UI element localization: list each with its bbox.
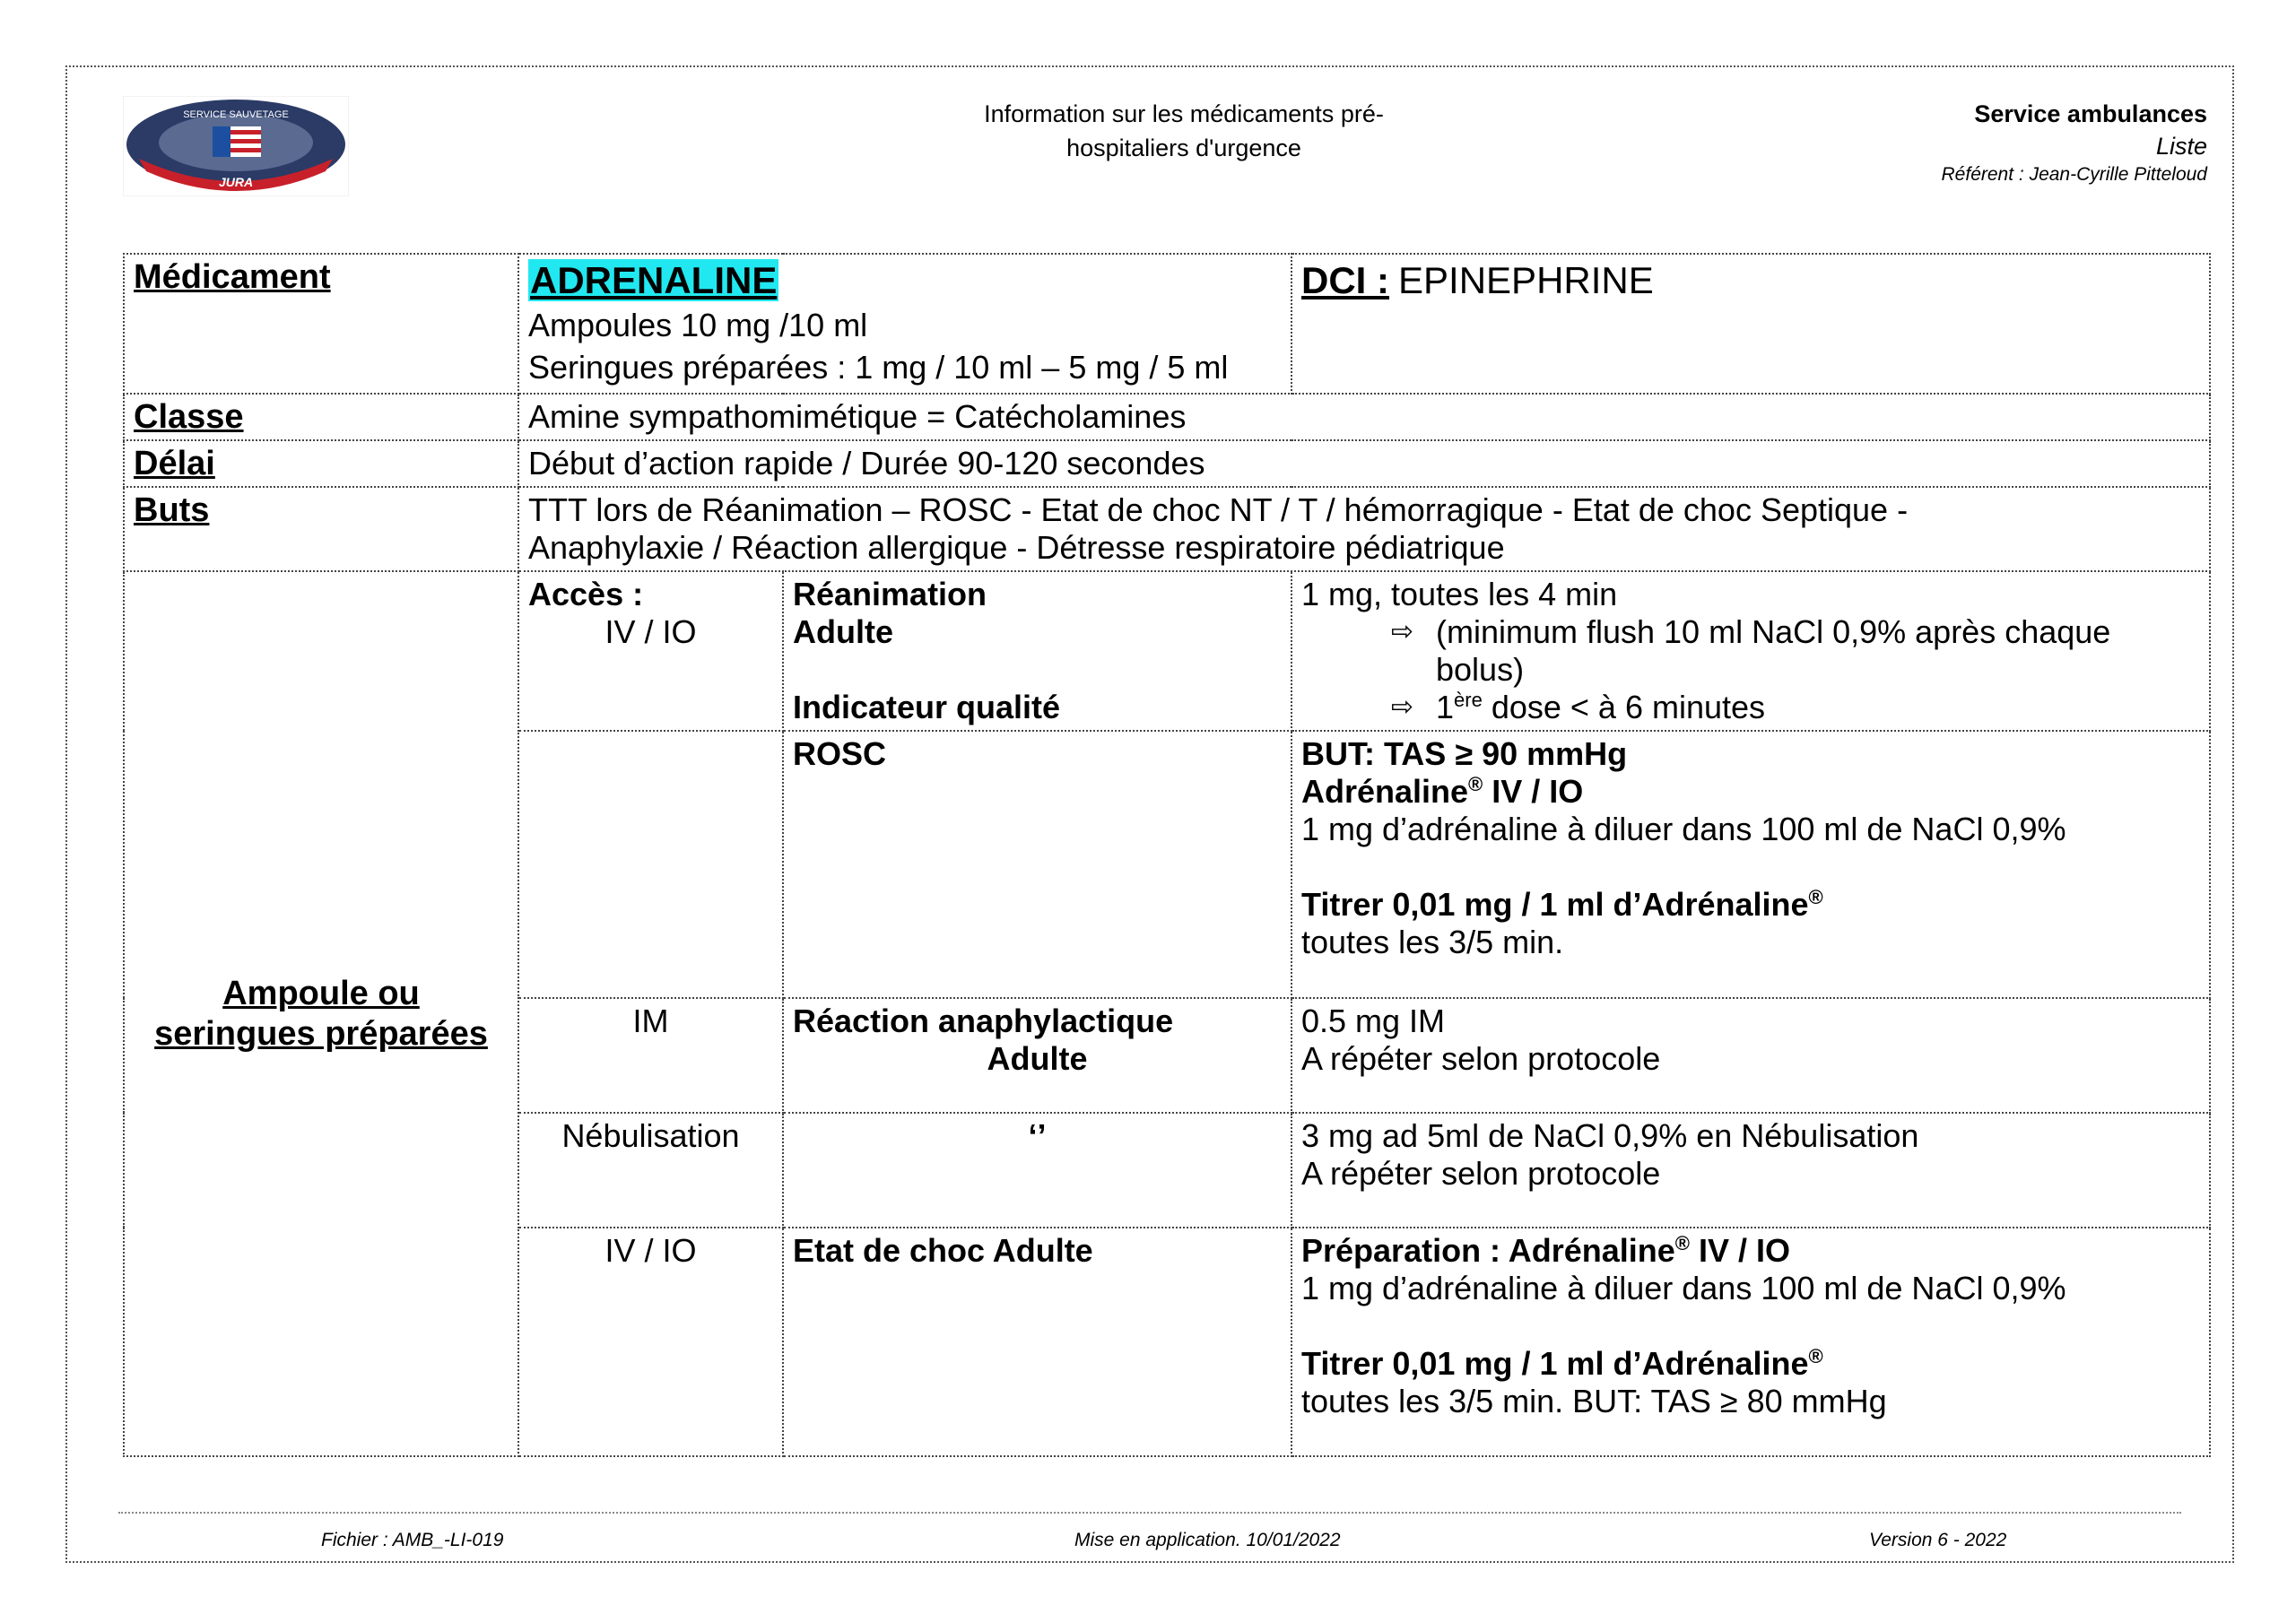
dose-line-4: Titrer 0,01 mg / 1 ml d’Adrénaline® — [1301, 886, 1823, 923]
classe-row — [124, 394, 2210, 440]
arrow-icon: ⇨ — [1391, 617, 1414, 647]
delai-value: Début d’action rapide / Durée 90-120 secondes — [518, 440, 2210, 487]
indication-cell — [783, 571, 1292, 731]
medicament-row — [124, 254, 2210, 394]
dose-line-5: toutes les 3/5 min. — [1301, 924, 1564, 960]
side-label-cell — [124, 571, 518, 1456]
dci-value: EPINEPHRINE — [1398, 259, 1654, 301]
buts-row — [124, 487, 2210, 571]
indication-line-1: ROSC — [793, 735, 887, 772]
dose-arrow-item-1 — [1301, 613, 2200, 689]
footer-version: Version 6 - 2022 — [1869, 1530, 2007, 1550]
header-right — [1579, 97, 2207, 188]
drug-form-seringues: Seringues préparées : 1 mg / 10 ml – 5 mg / 5 ml — [528, 349, 1229, 386]
indication-cell — [783, 998, 1292, 1113]
dose-cell — [1292, 998, 2210, 1113]
access-cell: Nébulisation — [518, 1113, 783, 1228]
dose-line-4: dose < à 6 minutes — [1482, 689, 1766, 725]
drug-cell — [518, 254, 1292, 394]
indication-line-2: Adulte — [987, 1040, 1088, 1077]
access-cell: IM — [518, 998, 783, 1113]
access-title: Accès : — [528, 576, 644, 612]
indication-cell: Etat de choc Adulte — [783, 1228, 1292, 1456]
classe-value: Amine sympathomimétique = Catécholamines — [518, 394, 2210, 440]
dose-line-2: 1 mg d’adrénaline à diluer dans 100 ml de NaCl 0,9% — [1301, 1270, 2066, 1306]
drug-form-ampoules: Ampoules 10 mg /10 ml — [528, 307, 868, 343]
sauvetage-jura-logo — [123, 96, 349, 196]
dose-line-4: toutes les 3/5 min. BUT: TAS ≥ 80 mmHg — [1301, 1383, 1887, 1419]
access-cell: IV / IO — [518, 1228, 783, 1456]
indication-quality: Indicateur qualité — [793, 689, 1061, 725]
access-cell — [518, 731, 783, 998]
buts-value — [518, 487, 2210, 571]
indication-line-1: Réanimation — [793, 576, 987, 612]
access-route: IV / IO — [604, 613, 697, 650]
drug-name: ADRENALINE — [530, 259, 778, 301]
dose-line-2: A répéter selon protocole — [1301, 1040, 1661, 1077]
dose-line-2: A répéter selon protocole — [1301, 1155, 1661, 1192]
dose-arrow-item-2: ⇨ 1ère dose < à 6 minutes — [1391, 689, 1766, 725]
dose-line-2: Adrénaline® IV / IO — [1301, 773, 1584, 810]
dose-cell — [1292, 731, 2210, 998]
dose-cell — [1292, 571, 2210, 731]
dosage-row-reanimation — [124, 571, 2210, 731]
logo-bottom-text: JURA — [218, 175, 254, 189]
document-type: Liste — [2155, 133, 2207, 160]
dci-label: DCI : — [1301, 259, 1389, 301]
indication-line-2: Adulte — [793, 613, 893, 650]
medicament-label-cell — [124, 254, 518, 394]
dose-line-3: Titrer 0,01 mg / 1 ml d’Adrénaline® — [1301, 1345, 1823, 1382]
buts-label: Buts — [134, 491, 210, 529]
medicament-label: Médicament — [134, 258, 331, 296]
referent: Référent : Jean-Cyrille Pitteloud — [1941, 164, 2207, 185]
title-line-1: Information sur les médicaments pré- — [984, 100, 1384, 127]
dci-cell — [1292, 254, 2210, 394]
indication-cell: ‘’ — [783, 1113, 1292, 1228]
footer-file: Fichier : AMB_-LI-019 — [321, 1530, 504, 1550]
dose-line-1: 0.5 mg IM — [1301, 1002, 1446, 1039]
title-line-2: hospitaliers d'urgence — [1066, 135, 1301, 161]
document-title — [879, 97, 1489, 165]
footer-divider — [118, 1512, 2181, 1514]
dose-line-3: 1 mg d’adrénaline à diluer dans 100 ml de NaCl 0,9% — [1301, 811, 2066, 847]
service-name: Service ambulances — [1974, 100, 2207, 127]
dose-line-1: BUT: TAS ≥ 90 mmHg — [1301, 735, 1628, 772]
buts-line-1: TTT lors de Réanimation – ROSC - Etat de choc NT / T / hémorragique - Etat de choc Septique - — [528, 491, 1909, 528]
footer-date: Mise en application. 10/01/2022 — [1074, 1530, 1341, 1550]
dose-line-1: Préparation : Adrénaline® IV / IO — [1301, 1232, 1791, 1269]
access-cell — [518, 571, 783, 731]
dose-cell — [1292, 1228, 2210, 1456]
dose-cell — [1292, 1113, 2210, 1228]
indication-cell — [783, 731, 1292, 998]
side-label-line-1: Ampoule ou — [222, 974, 420, 1012]
classe-label: Classe — [134, 398, 244, 436]
indication-line-1: Réaction anaphylactique — [793, 1002, 1174, 1039]
dose-line-3: bolus) — [1436, 651, 1525, 688]
arrow-icon: ⇨ — [1391, 692, 1414, 722]
dose-line-1: 3 mg ad 5ml de NaCl 0,9% en Nébulisation — [1301, 1117, 1919, 1154]
side-label-line-2: seringues préparées — [154, 1014, 488, 1053]
delai-row — [124, 440, 2210, 487]
buts-line-2: Anaphylaxie / Réaction allergique - Détresse respiratoire pédiatrique — [528, 529, 1505, 566]
dose-line-1: 1 mg, toutes les 4 min — [1301, 576, 1618, 612]
drug-info-table — [123, 253, 2211, 1457]
dose-line-2: (minimum flush 10 ml NaCl 0,9% après chaque — [1436, 613, 2111, 650]
delai-label: Délai — [134, 445, 215, 482]
logo-top-text: SERVICE SAUVETAGE — [183, 109, 289, 120]
